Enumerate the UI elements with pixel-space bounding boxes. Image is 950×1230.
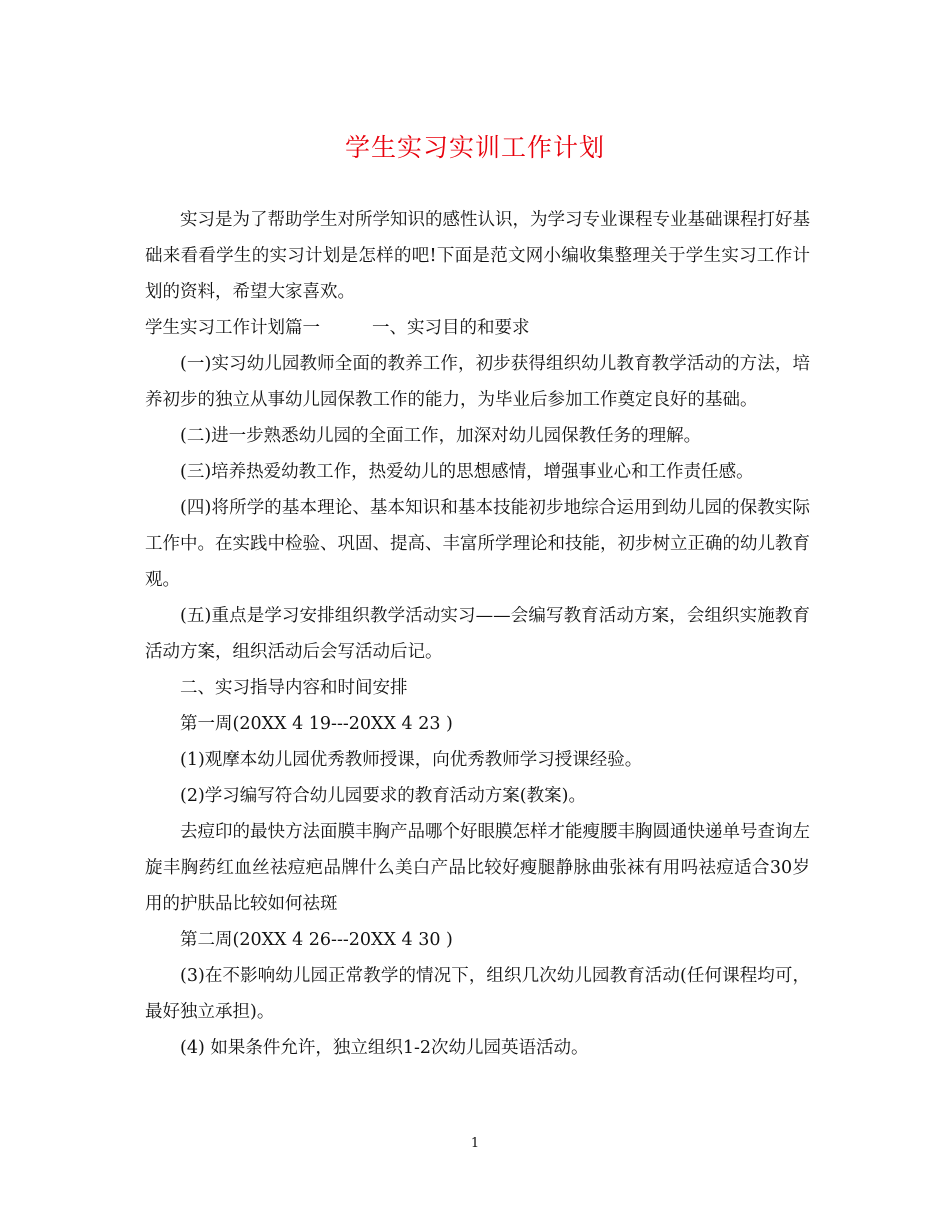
goal-item-2: (二)进一步熟悉幼儿园的全面工作，加深对幼儿园保教任务的理解。 xyxy=(180,426,702,446)
goal-item-4: (四)将所学的基本理论、基本知识和基本技能初步地综合运用到幼儿园的保教实际工作中。在实践中检验、巩固、提高、丰富所学理论和技能，初步树立正确的幼儿教育观。 xyxy=(145,498,810,590)
section-line xyxy=(145,310,810,346)
week-2-item-3: (3)在不影响幼儿园正常教学的情况下，组织几次幼儿园教育活动(任何课程均可，最好独立承担)。 xyxy=(145,966,810,1022)
document-title: 学生实习实训工作计划 xyxy=(344,133,605,162)
week-2-item-4: (4) 如果条件允许，独立组织1-2次幼儿园英语活动。 xyxy=(180,1038,589,1058)
week-1-heading: 第一周(20XX 4 19---20XX 4 23 ) xyxy=(180,714,453,734)
document-body xyxy=(145,202,810,1066)
section-heading-2: 二、实习指导内容和时间安排 xyxy=(180,678,408,698)
goal-item-5: (五)重点是学习安排组织教学活动实习——会编写教育活动方案，会组织实施教育活动方案，组织活动后会写活动后记。 xyxy=(145,606,810,662)
goal-item-3: (三)培养热爱幼教工作，热爱幼儿的思想感情，增强事业心和工作责任感。 xyxy=(180,462,754,482)
inserted-text-paragraph: 去痘印的最快方法面膜丰胸产品哪个好眼膜怎样才能瘦腰丰胸圆通快递单号查询左旋丰胸药红血丝祛痘疤品牌什么美白产品比较好瘦腿静脉曲张袜有用吗祛痘适合30岁用的护肤品比较如何祛斑 xyxy=(145,822,810,914)
week-2-heading: 第二周(20XX 4 26---20XX 4 30 ) xyxy=(180,930,453,950)
week-1-item-1: (1)观摩本幼儿园优秀教师授课，向优秀教师学习授课经验。 xyxy=(180,750,643,770)
section-heading-1: 一、实习目的和要求 xyxy=(372,318,530,338)
page-number: 1 xyxy=(470,1136,480,1151)
intro-paragraph: 实习是为了帮助学生对所学知识的感性认识，为学习专业课程专业基础课程打好基础来看看学生的实习计划是怎样的吧!下面是范文网小编收集整理关于学生实习工作计划的资料，希望大家喜欢。 xyxy=(145,210,810,302)
week-1-item-2: (2)学习编写符合幼儿园要求的教育活动方案(教案)。 xyxy=(180,786,586,806)
section-label: 学生实习工作计划篇一 xyxy=(145,318,320,338)
goal-item-1: (一)实习幼儿园教师全面的教养工作，初步获得组织幼儿教育教学活动的方法，培养初步的独立从事幼儿园保教工作的能力，为毕业后参加工作奠定良好的基础。 xyxy=(145,354,810,410)
